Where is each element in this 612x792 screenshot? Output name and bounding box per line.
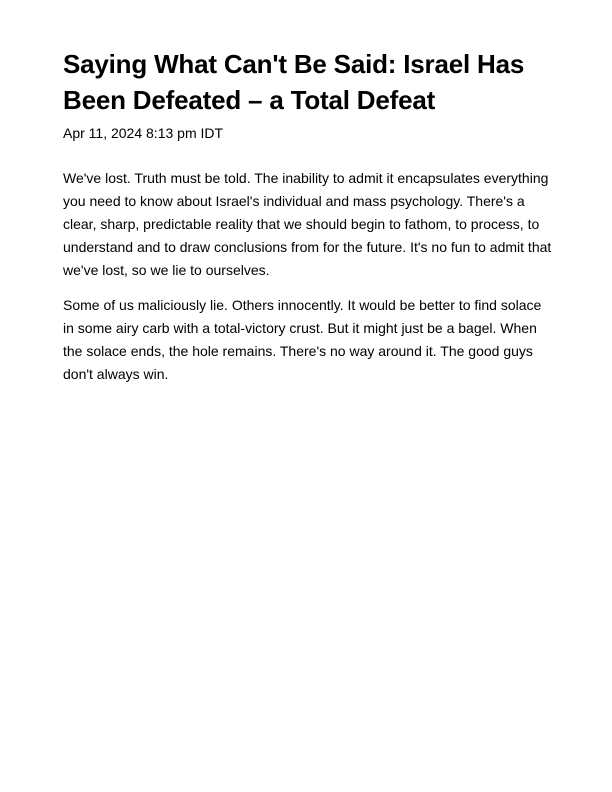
article <box>63 46 553 398</box>
article-date: Apr 11, 2024 8:13 pm IDT <box>63 125 224 141</box>
article-paragraph: Some of us maliciously lie. Others innocently. It would be better to find solace in some airy carb with a total-victory crust. But it might just be a bagel. When the solace ends, the hole remains. There's no way around it. The good guys don't always win. <box>63 297 542 382</box>
article-body <box>63 167 553 386</box>
article-title: Saying What Can't Be Said: Israel Has Been Defeated – a Total Defeat <box>63 49 525 115</box>
article-paragraph: We've lost. Truth must be told. The inability to admit it encapsulates everything you need to know about Israel's individual and mass psychology. There's a clear, sharp, predictable reality that we should begin to fathom, to process, to understand and to draw conclusions from for the future. It's no fun to admit that we've lost, so we lie to ourselves. <box>63 170 552 278</box>
